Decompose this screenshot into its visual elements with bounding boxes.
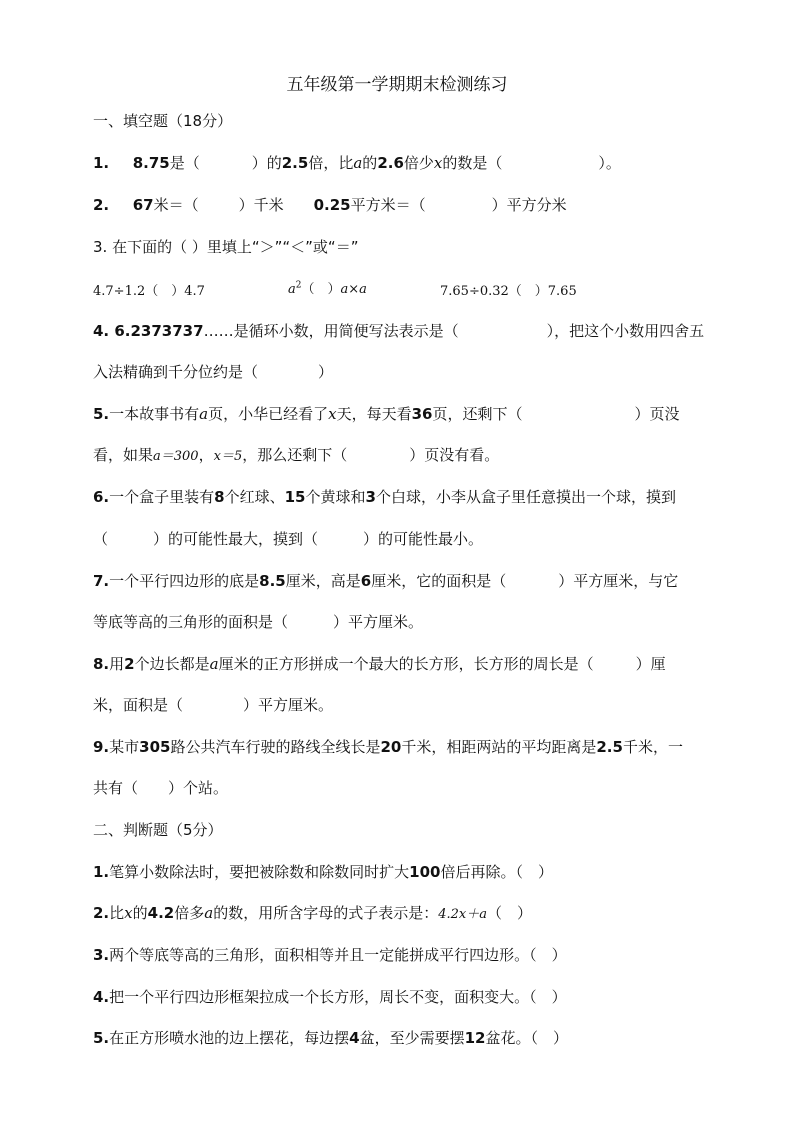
j2-answer-blank[interactable]: （ ）: [486, 904, 532, 922]
q9-number: 9.: [93, 738, 110, 756]
q1-text: ）的: [251, 154, 282, 172]
question-6-line-2: （ ）的可能性最大，摸到（ ）的可能性最小。: [93, 530, 484, 548]
q2-text: ）千米: [238, 196, 284, 214]
j2-text: 的数，用所含字母的式子表示是：: [213, 904, 439, 922]
q9-value: 20: [380, 738, 402, 756]
question-4-line-2: 入法精确到千分位约是（ ）: [93, 363, 334, 381]
section1-heading: 一、填空题（18分）: [93, 112, 233, 130]
q9-text: 千米，相距两站的平均距离是: [401, 738, 597, 756]
q3-expr: a×a: [340, 282, 367, 297]
question-4: [93, 320, 704, 341]
q2-value: 67: [132, 196, 154, 214]
j5-text[interactable]: 盆花。（ ）: [485, 1029, 568, 1047]
q2-text: ）平方分米: [491, 196, 567, 214]
q2-value: 0.25: [313, 196, 351, 214]
q7-value: 8.5: [259, 572, 286, 590]
q4-text: ……是循环小数，用简便写法表示是（: [203, 322, 459, 340]
q5-value: 36: [411, 405, 433, 423]
q9-text: 某市: [109, 738, 140, 756]
j1-text: 笔算小数除法时，要把被除数和除数同时扩大: [109, 863, 410, 881]
q1-text: 的: [362, 154, 378, 172]
q1-text: 是（: [169, 154, 200, 172]
j2-text: 倍多: [174, 904, 205, 922]
question-6: [93, 486, 676, 507]
q5-text: ）页没有看。: [409, 446, 500, 464]
q8-value: 2: [124, 655, 135, 673]
j2-value: 4.2: [147, 904, 175, 922]
q7-number: 7.: [93, 572, 110, 590]
q8-text: 用: [109, 655, 125, 673]
q5-text: 页，小华已经看了: [208, 405, 329, 423]
j1-text[interactable]: 倍后再除。（ ）: [440, 863, 553, 881]
q8-text: ）厘: [635, 655, 666, 673]
j4-number: 4.: [93, 988, 110, 1006]
j2-text: 比: [109, 904, 125, 922]
q3-exponent: 2: [295, 280, 302, 291]
j5-value: 12: [464, 1029, 486, 1047]
j3-text[interactable]: 两个等底等高的三角形，面积相等并且一定能拼成平行四边形。（ ）: [109, 946, 567, 964]
q1-variable: x: [433, 154, 443, 172]
j2-variable: x: [124, 904, 133, 922]
q1-value: 8.75: [132, 154, 170, 172]
q1-text: 的数是（: [442, 154, 503, 172]
q5-text: ，那么还剩下（: [242, 446, 348, 464]
question-9-line-2: 共有（ ）个站。: [93, 779, 229, 797]
page-title: 五年级第一学期期末检测练习: [286, 75, 508, 95]
judgement-3: [93, 944, 567, 965]
judgement-4: [93, 986, 567, 1007]
q6-text: 个黄球和: [305, 488, 366, 506]
section2-heading: 二、判断题（5分）: [93, 821, 223, 839]
q3-comparison-1[interactable]: 4.7÷1.2（ ）4.7: [93, 284, 205, 299]
q8-variable: a: [209, 655, 219, 673]
q4-text: ），把这个小数用四舍五: [546, 322, 705, 340]
q3-comparison-3[interactable]: 7.65÷0.32（ ）7.65: [440, 284, 577, 299]
q5-variable: a: [199, 405, 209, 423]
q5-text: 看，如果: [93, 446, 154, 464]
q1-value: 2.6: [377, 154, 404, 172]
j5-text: 在正方形喷水池的边上摆花，每边摆: [109, 1029, 350, 1047]
q1-text: 倍少: [403, 154, 434, 172]
question-5-line-2: [93, 444, 499, 465]
q2-text: 平方米＝（: [350, 196, 426, 214]
q5-text: 页，还剩下（: [432, 405, 523, 423]
q8-number: 8.: [93, 655, 110, 673]
q9-value: 305: [139, 738, 171, 756]
q6-text: 个红球、: [224, 488, 285, 506]
q5-text: ）页没: [634, 405, 680, 423]
q3-comparisons: [93, 280, 205, 299]
q5-number: 5.: [93, 405, 110, 423]
q9-text: 千米，一: [622, 738, 683, 756]
q5-text: ，: [198, 446, 214, 464]
q7-value: 6: [360, 572, 372, 590]
question-1: [93, 152, 621, 173]
j1-value: 100: [409, 863, 441, 881]
q7-text: 厘米，它的面积是（: [371, 572, 507, 590]
q8-text: 厘米的正方形拼成一个最大的长方形，长方形的周长是（: [218, 655, 594, 673]
q5-text: 一本故事书有: [109, 405, 200, 423]
j4-text[interactable]: 把一个平行四边形框架拉成一个长方形，周长不变，面积变大。（ ）: [109, 988, 567, 1006]
question-9: [93, 736, 683, 757]
q8-text: 个边长都是: [134, 655, 210, 673]
q5-variable: x: [328, 405, 337, 423]
j1-number: 1.: [93, 863, 110, 881]
q1-number: 1.: [93, 154, 110, 172]
q7-text: 厘米，高是: [285, 572, 361, 590]
j5-value: 4: [349, 1029, 360, 1047]
q1-value: 2.5: [281, 154, 309, 172]
j2-number: 2.: [93, 904, 110, 922]
question-5: [93, 403, 680, 424]
j3-number: 3.: [93, 946, 110, 964]
q3-var: a: [288, 282, 296, 297]
j5-text: 盆，至少需要摆: [359, 1029, 465, 1047]
q1-text: ）。: [598, 154, 621, 172]
j2-text: 的: [132, 904, 148, 922]
q6-value: 8: [214, 488, 225, 506]
q6-value: 3: [365, 488, 376, 506]
question-8-line-2: 米，面积是（ ）平方厘米。: [93, 696, 334, 714]
question-8: [93, 653, 666, 674]
judgement-1: [93, 861, 553, 882]
question-2: [93, 194, 567, 215]
q2-number: 2.: [93, 196, 110, 214]
q9-value: 2.5: [596, 738, 623, 756]
q1-variable: a: [353, 154, 363, 172]
q6-text: 个白球，小李从盒子里任意摸出一个球，摸到: [375, 488, 676, 506]
j2-variable: a: [204, 904, 214, 922]
q9-text: 路公共汽车行驶的路线全线长是: [170, 738, 381, 756]
q6-number: 6.: [93, 488, 110, 506]
judgement-2: [93, 902, 532, 923]
j2-expression: 4.2x＋a: [438, 907, 487, 922]
q7-text: 一个平行四边形的底是: [109, 572, 260, 590]
j5-number: 5.: [93, 1029, 110, 1047]
q3-comparison-2[interactable]: [288, 278, 367, 297]
q5-equation: a＝300: [153, 449, 199, 464]
question-3: 3. 在下面的（ ）里填上“＞”“＜”或“＝”: [93, 238, 359, 256]
question-7: [93, 570, 678, 591]
q3-blank: （ ）: [301, 282, 341, 297]
q6-text: 一个盒子里装有: [109, 488, 215, 506]
q7-text: ）平方厘米，与它: [558, 572, 679, 590]
q5-text: 天，每天看: [336, 405, 412, 423]
q4-number: 4. 6.2373737: [93, 322, 204, 340]
q2-text: 米＝（: [153, 196, 199, 214]
judgement-5: [93, 1027, 568, 1048]
question-7-line-2: 等底等高的三角形的面积是（ ）平方厘米。: [93, 613, 424, 631]
q1-text: 倍，比: [308, 154, 354, 172]
q5-equation: x＝5: [213, 449, 243, 464]
q6-value: 15: [284, 488, 306, 506]
